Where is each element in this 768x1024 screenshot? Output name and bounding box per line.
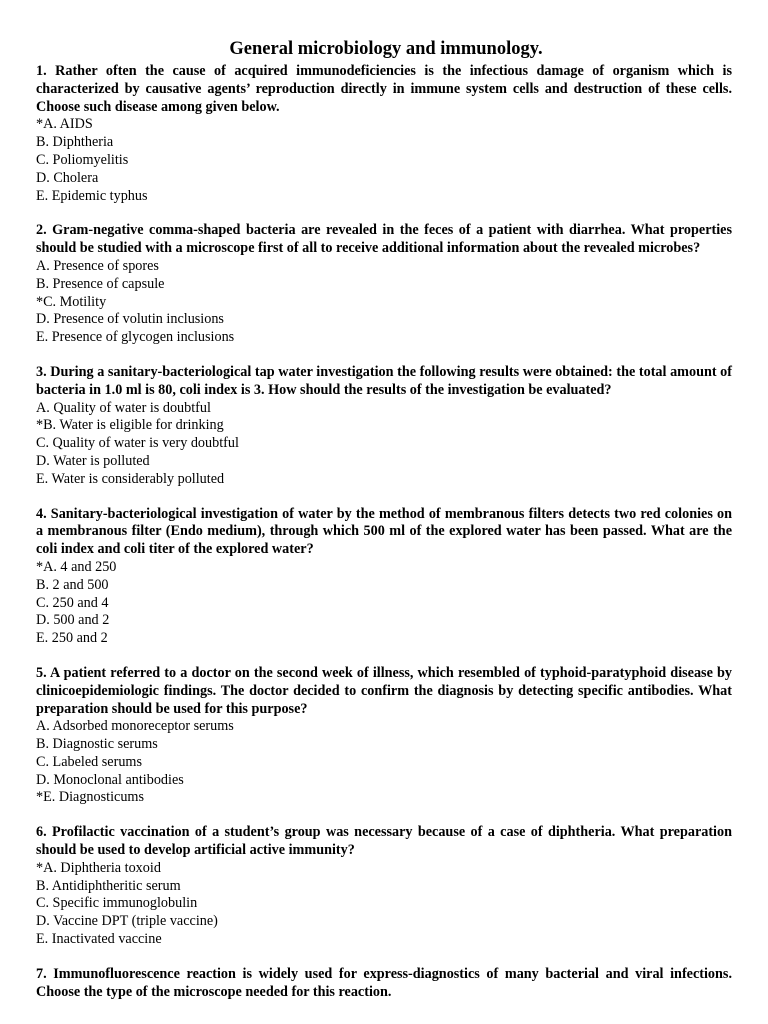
answer-option: A. Presence of spores (36, 257, 159, 274)
answer-option: C. Labeled serums (36, 753, 142, 770)
answer-option: B. Presence of capsule (36, 275, 165, 292)
answer-option: D. 500 and 2 (36, 612, 110, 629)
question-block (36, 222, 732, 347)
answer-option: B. 2 and 500 (36, 576, 109, 593)
answer-option: *E. Diagnosticums (36, 789, 144, 806)
document-page (36, 37, 732, 1018)
answer-option: *B. Water is eligible for drinking (36, 417, 224, 434)
answer-option: *C. Motility (36, 293, 107, 310)
question-list (36, 63, 732, 1001)
question-text: 7. Immunofluorescence reaction is widely used for express-diagnostics of many bacterial and viral infections. Choose the type of the microscope needed for this reaction. (36, 965, 732, 1000)
answer-option: E. Water is considerably polluted (36, 470, 225, 487)
question-text: 5. A patient referred to a doctor on the second week of illness, which resembled of typhoid-paratyphoid disease by clinicoepidemiologic findings. The doctor decided to confirm the diagnosis by detecting specific antibodies. What preparation should be used for this purpose? (36, 664, 732, 717)
question-text: 2. Gram-negative comma-shaped bacteria are revealed in the feces of a patient with diarrhea. What properties should be studied with a microscope first of all to receive additional information about the revealed microbes? (36, 222, 732, 257)
question-block (36, 506, 732, 648)
answer-option: D. Presence of volutin inclusions (36, 311, 224, 328)
answer-options (36, 718, 732, 807)
answer-options (36, 116, 732, 205)
answer-options (36, 400, 732, 489)
question-block (36, 824, 732, 949)
answer-option: C. Quality of water is very doubtful (36, 435, 239, 452)
answer-option: A. Quality of water is doubtful (36, 399, 211, 416)
answer-options (36, 559, 732, 648)
answer-options (36, 860, 732, 949)
answer-option: B. Diagnostic serums (36, 736, 158, 753)
question-block (36, 63, 732, 205)
answer-option: E. Inactivated vaccine (36, 931, 162, 948)
question-block (36, 665, 732, 807)
answer-option: A. Adsorbed monoreceptor serums (36, 718, 234, 735)
answer-option: D. Water is polluted (36, 452, 150, 469)
question-text: 3. During a sanitary-bacteriological tap water investigation the following results were obtained: the total amount of bacteria in 1.0 ml is 80, coli index is 3. How should the results of the investigation be evaluated? (36, 363, 732, 398)
answer-option: B. Antidiphtheritic serum (36, 877, 181, 894)
answer-option: C. Specific immunoglobulin (36, 895, 198, 912)
answer-option: *A. AIDS (36, 116, 93, 133)
answer-option: E. Presence of glycogen inclusions (36, 329, 235, 346)
answer-option: D. Vaccine DPT (triple vaccine) (36, 913, 218, 930)
answer-option: *A. 4 and 250 (36, 558, 117, 575)
question-block (36, 966, 732, 1002)
question-text: 4. Sanitary-bacteriological investigation of water by the method of membranous filters detects two red colonies on a membranous filter (Endo medium), through which 500 ml of the explored water has been passed. What are the coli index and coli titer of the explored water? (36, 505, 732, 558)
answer-option: D. Monoclonal antibodies (36, 771, 184, 788)
question-text: 1. Rather often the cause of acquired immunodeficiencies is the infectious damage of organism which is characterized by causative agents’ reproduction directly in immune system cells and destruction of these cells. Choose such disease among given below. (36, 63, 732, 115)
answer-option: E. Epidemic typhus (36, 187, 148, 204)
question-block (36, 364, 732, 489)
answer-option: *A. Diphtheria toxoid (36, 859, 161, 876)
question-text: 6. Profilactic vaccination of a student’s group was necessary because of a case of diphtheria. What preparation should be used to develop artificial active immunity? (36, 824, 732, 859)
answer-option: D. Cholera (36, 169, 99, 186)
answer-options (36, 258, 732, 347)
answer-option: C. 250 and 4 (36, 594, 109, 611)
answer-option: E. 250 and 2 (36, 630, 108, 647)
answer-option: C. Poliomyelitis (36, 151, 129, 168)
answer-option: B. Diphtheria (36, 134, 114, 151)
document-title: General microbiology and immunology. (229, 39, 543, 59)
